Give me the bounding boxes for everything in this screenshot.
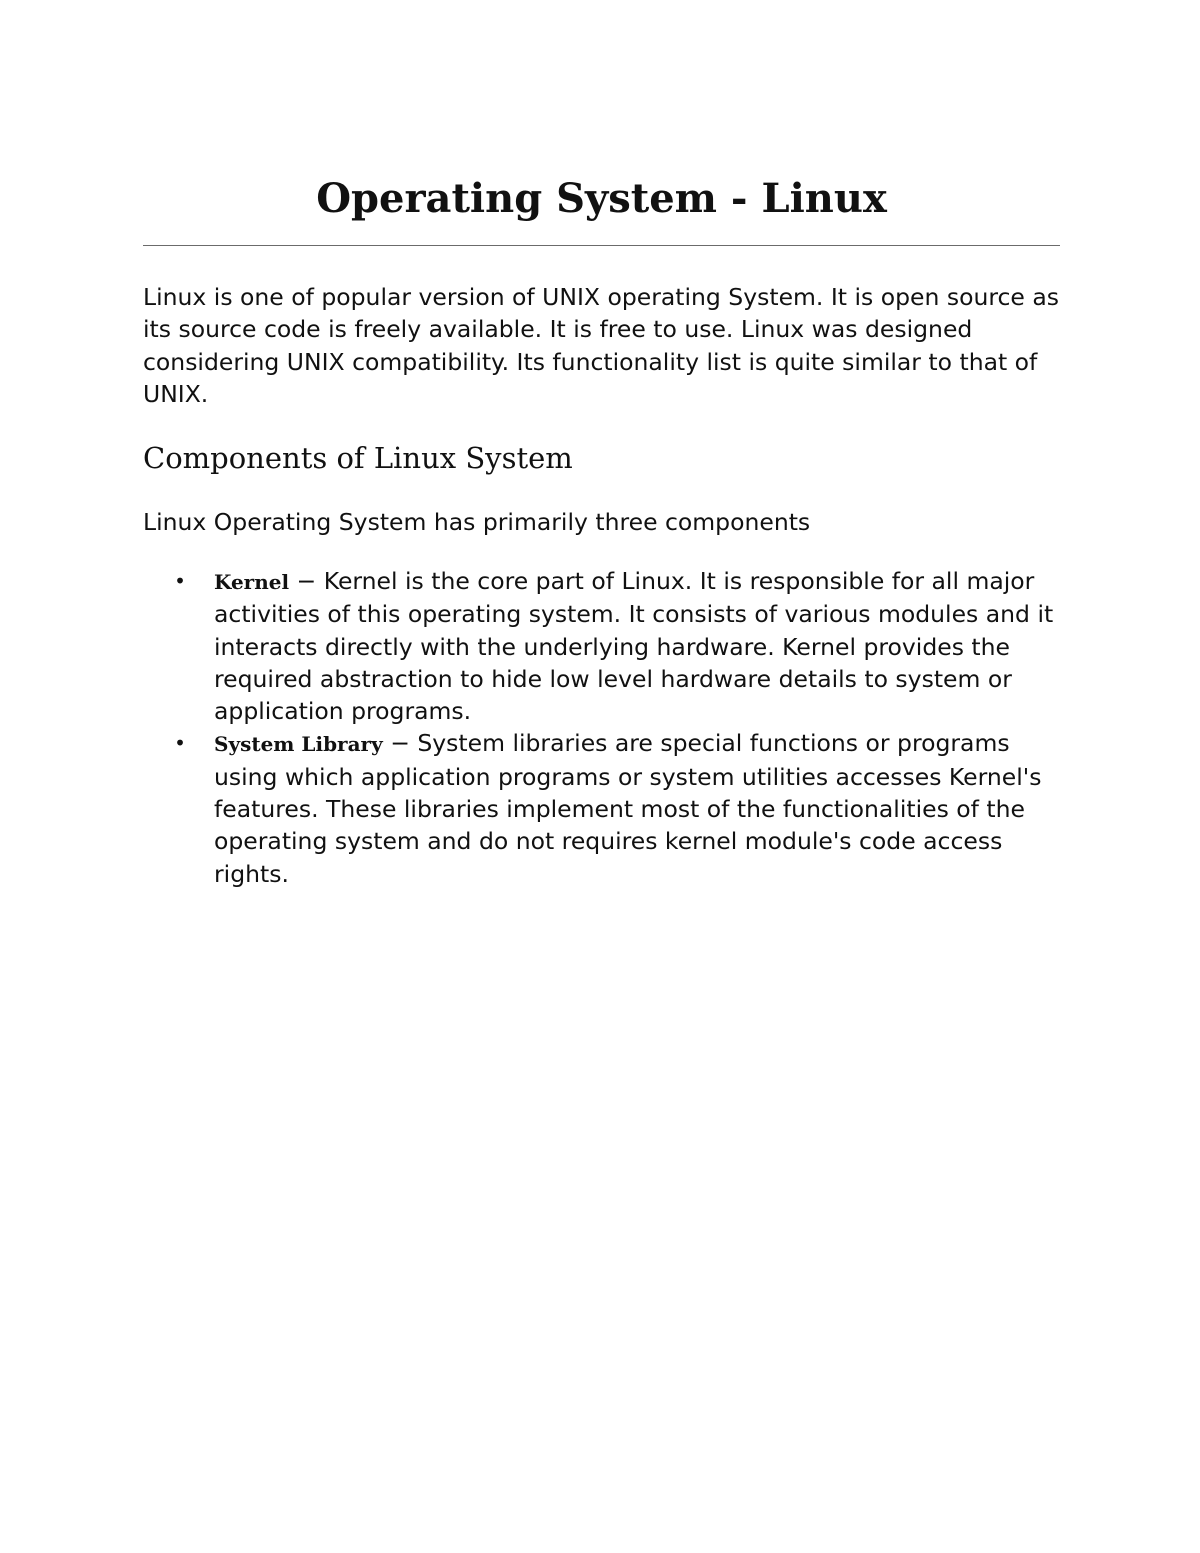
document-title: Operating System - Linux (316, 175, 887, 222)
term-separator: − (382, 729, 418, 758)
section-heading: Components of Linux System (143, 441, 573, 475)
lead-paragraph: Linux Operating System has primarily three components (143, 508, 811, 536)
component-term: System Library (214, 732, 383, 757)
term-separator: − (289, 567, 324, 595)
component-term: Kernel (214, 570, 290, 594)
bullet-icon: • (174, 731, 186, 756)
components-list (174, 565, 1064, 890)
list-item-kernel (174, 565, 1064, 727)
bullet-icon: • (174, 569, 186, 593)
list-item-system-library (174, 727, 1064, 889)
component-description: Kernel is the core part of Linux. It is responsible for all major activities of this operating system. It consists of various modules and it interacts directly with the underlying hardware. Kernel provides the required abstraction to hide low level hardware details to system or application programs. (214, 567, 1054, 726)
intro-paragraph: Linux is one of popular version of UNIX operating System. It is open source as its source code is freely available. It is free to use. Linux was designed considering UNIX compatibility. Its functionality list is quite similar to that of UNIX. (143, 283, 1059, 408)
component-description: System libraries are special functions or programs using which application programs or system utilities accesses Kernel's features. These libraries implement most of the functionalities of the operating system and do not requires kernel module's code access rights. (214, 729, 1042, 888)
title-divider (143, 245, 1060, 246)
